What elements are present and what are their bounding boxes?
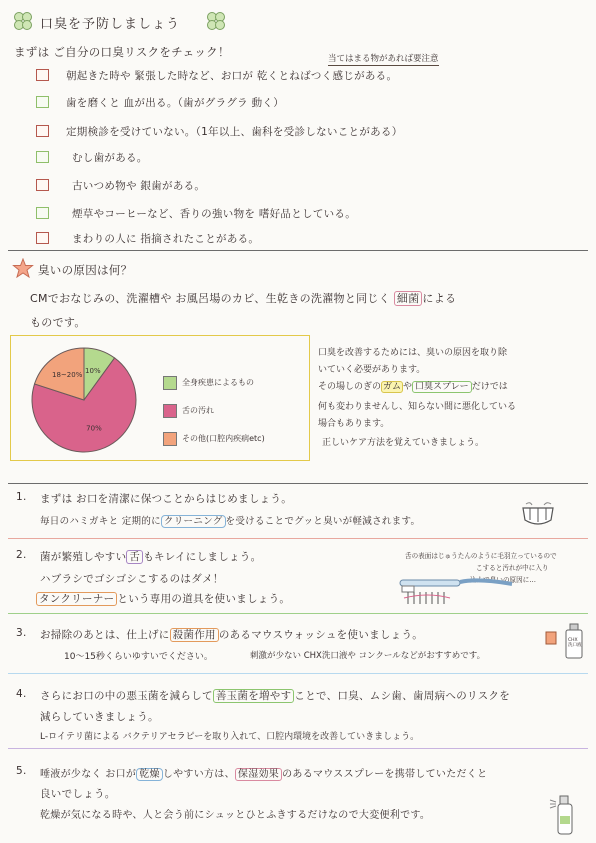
step-text: まずは お口を清潔に保つことからはじめましょう。 [40, 493, 293, 505]
bottle-label: CHX 洗口液 [568, 638, 582, 648]
step-number: 4. [16, 688, 27, 700]
divider [8, 483, 588, 484]
toothbrush-icon [398, 572, 516, 606]
tongue-note: こすると汚れが中に入り [476, 564, 549, 572]
step-text: 菌が繁殖しやすい 舌 もキレイにしましょう。 [40, 551, 262, 563]
teeth-icon [520, 500, 556, 530]
step-text: さらにお口の中の悪玉菌を減らして 善玉菌を増やす ことで、口臭、ムシ歯、歯周病へのリスクを [40, 690, 511, 702]
step-number: 1. [16, 491, 27, 503]
page-title: 口臭を予防しましょう [40, 17, 181, 32]
step-number: 2. [16, 549, 27, 561]
step-text: ハブラシでゴシゴシこするのはダメ！ [40, 573, 224, 585]
checkbox[interactable] [36, 232, 49, 244]
step-text: 乾燥が気になる時や、人と会う前にシュッとひとふきするだけなので大変便利です。 [40, 810, 431, 821]
side-text: 口臭を改善するためには、臭いの原因を取り除 [318, 348, 508, 358]
checklist-item: 煙草やコーヒーなど、香りの強い物を 嗜好品としている。 [72, 208, 357, 220]
tongue-note: 込んで臭いの原因に… [470, 576, 536, 584]
pie-slice-label: 18~20% [52, 370, 83, 379]
checklist-note: 当てはまる物があれば要注意 [328, 54, 439, 64]
step-number: 5. [16, 765, 27, 777]
divider [8, 673, 588, 674]
pie-slice-label: 70% [86, 424, 102, 433]
step-text: 良いでしょう。 [40, 788, 116, 800]
checkbox[interactable] [36, 179, 49, 191]
tongue-note: 舌の表面はじゅうたんのように毛羽立っているので [405, 552, 557, 560]
checkbox[interactable] [36, 125, 49, 137]
checklist-item: 歯を磨くと 血が出る。（歯がグラグラ 動く） [66, 97, 285, 109]
side-text: 場合もあります。 [318, 419, 390, 429]
causes-heading: 臭いの原因は何？ [38, 263, 133, 277]
legend-label: その他(口腔内疾病etc) [182, 434, 265, 443]
pie-chart [22, 340, 146, 460]
step-text: お掃除のあとは、仕上げに 殺菌作用 のあるマウスウォッシュを使いましょう。 [40, 629, 424, 641]
step-text: 刺激が少ない CHX洗口液や コンクールなどがおすすめです。 [250, 651, 486, 661]
legend-swatch-pink [163, 404, 177, 418]
spray-bottle-icon [548, 794, 582, 838]
clover-icon [12, 10, 34, 36]
step-text: L-ロイテリ菌による バクテリアセラピーを取り入れて、口腔内環境を改善していきましょう。 [40, 732, 420, 742]
side-text: いていく必要があります。 [318, 365, 426, 375]
legend-label: 全身疾患によるもの [182, 378, 254, 387]
divider [8, 250, 588, 251]
checklist-item: むし歯がある。 [72, 152, 148, 164]
checklist-item: 定期検診を受けていない。（1年以上、歯科を受診しないことがある） [66, 126, 403, 138]
checklist-heading: まずは ご自分の口臭リスクをチェック！ [14, 45, 230, 59]
checklist-item: 朝起きた時や 緊張した時など、お口が 乾くとねばつく感じがある。 [66, 70, 398, 82]
pie-slice-label: 10% [85, 366, 101, 375]
causes-text: CMでおなじみの、洗濯槽や お風呂場のカビ、生乾きの洗濯物と同じく 細菌 による [30, 292, 457, 305]
side-text: 何も変わりませんし、知らない間に悪化している [318, 402, 517, 412]
step-text: 毎日のハミガキと 定期的に クリーニング を受けることでグッと臭いが軽減されます。 [40, 516, 421, 527]
checkbox[interactable] [36, 69, 49, 81]
checklist-item: まわりの人に 指摘されたことがある。 [72, 233, 260, 245]
divider [8, 538, 588, 539]
clover-icon [205, 10, 227, 36]
divider [8, 748, 588, 749]
checklist-item: 古いつめ物や 銀歯がある。 [72, 180, 206, 192]
checkbox[interactable] [36, 151, 49, 163]
legend-swatch-green [163, 376, 177, 390]
checkbox[interactable] [36, 207, 49, 219]
side-text: その場しのぎの ガム や 口臭スプレー だけでは [318, 382, 508, 392]
causes-text: ものです。 [30, 316, 86, 329]
legend-label: 舌の汚れ [182, 406, 214, 415]
legend-swatch-orange [163, 432, 177, 446]
step-number: 3. [16, 627, 27, 639]
step-text: タンクリーナー という専用の道具を使いましょう。 [36, 591, 290, 606]
step-text: 10～15秒くらいゆすいでください。 [64, 652, 213, 662]
side-text: 正しいケア方法を覚えていきましょう。 [322, 438, 485, 448]
checkbox[interactable] [36, 96, 49, 108]
star-icon [12, 258, 34, 282]
divider [8, 613, 588, 614]
step-text: 減らしていきましょう。 [40, 711, 159, 723]
step-text: 唾液が少なく お口が 乾燥 しやすい方は、 保湿効果 のあるマウススプレーを携帯していただくと [40, 769, 488, 780]
